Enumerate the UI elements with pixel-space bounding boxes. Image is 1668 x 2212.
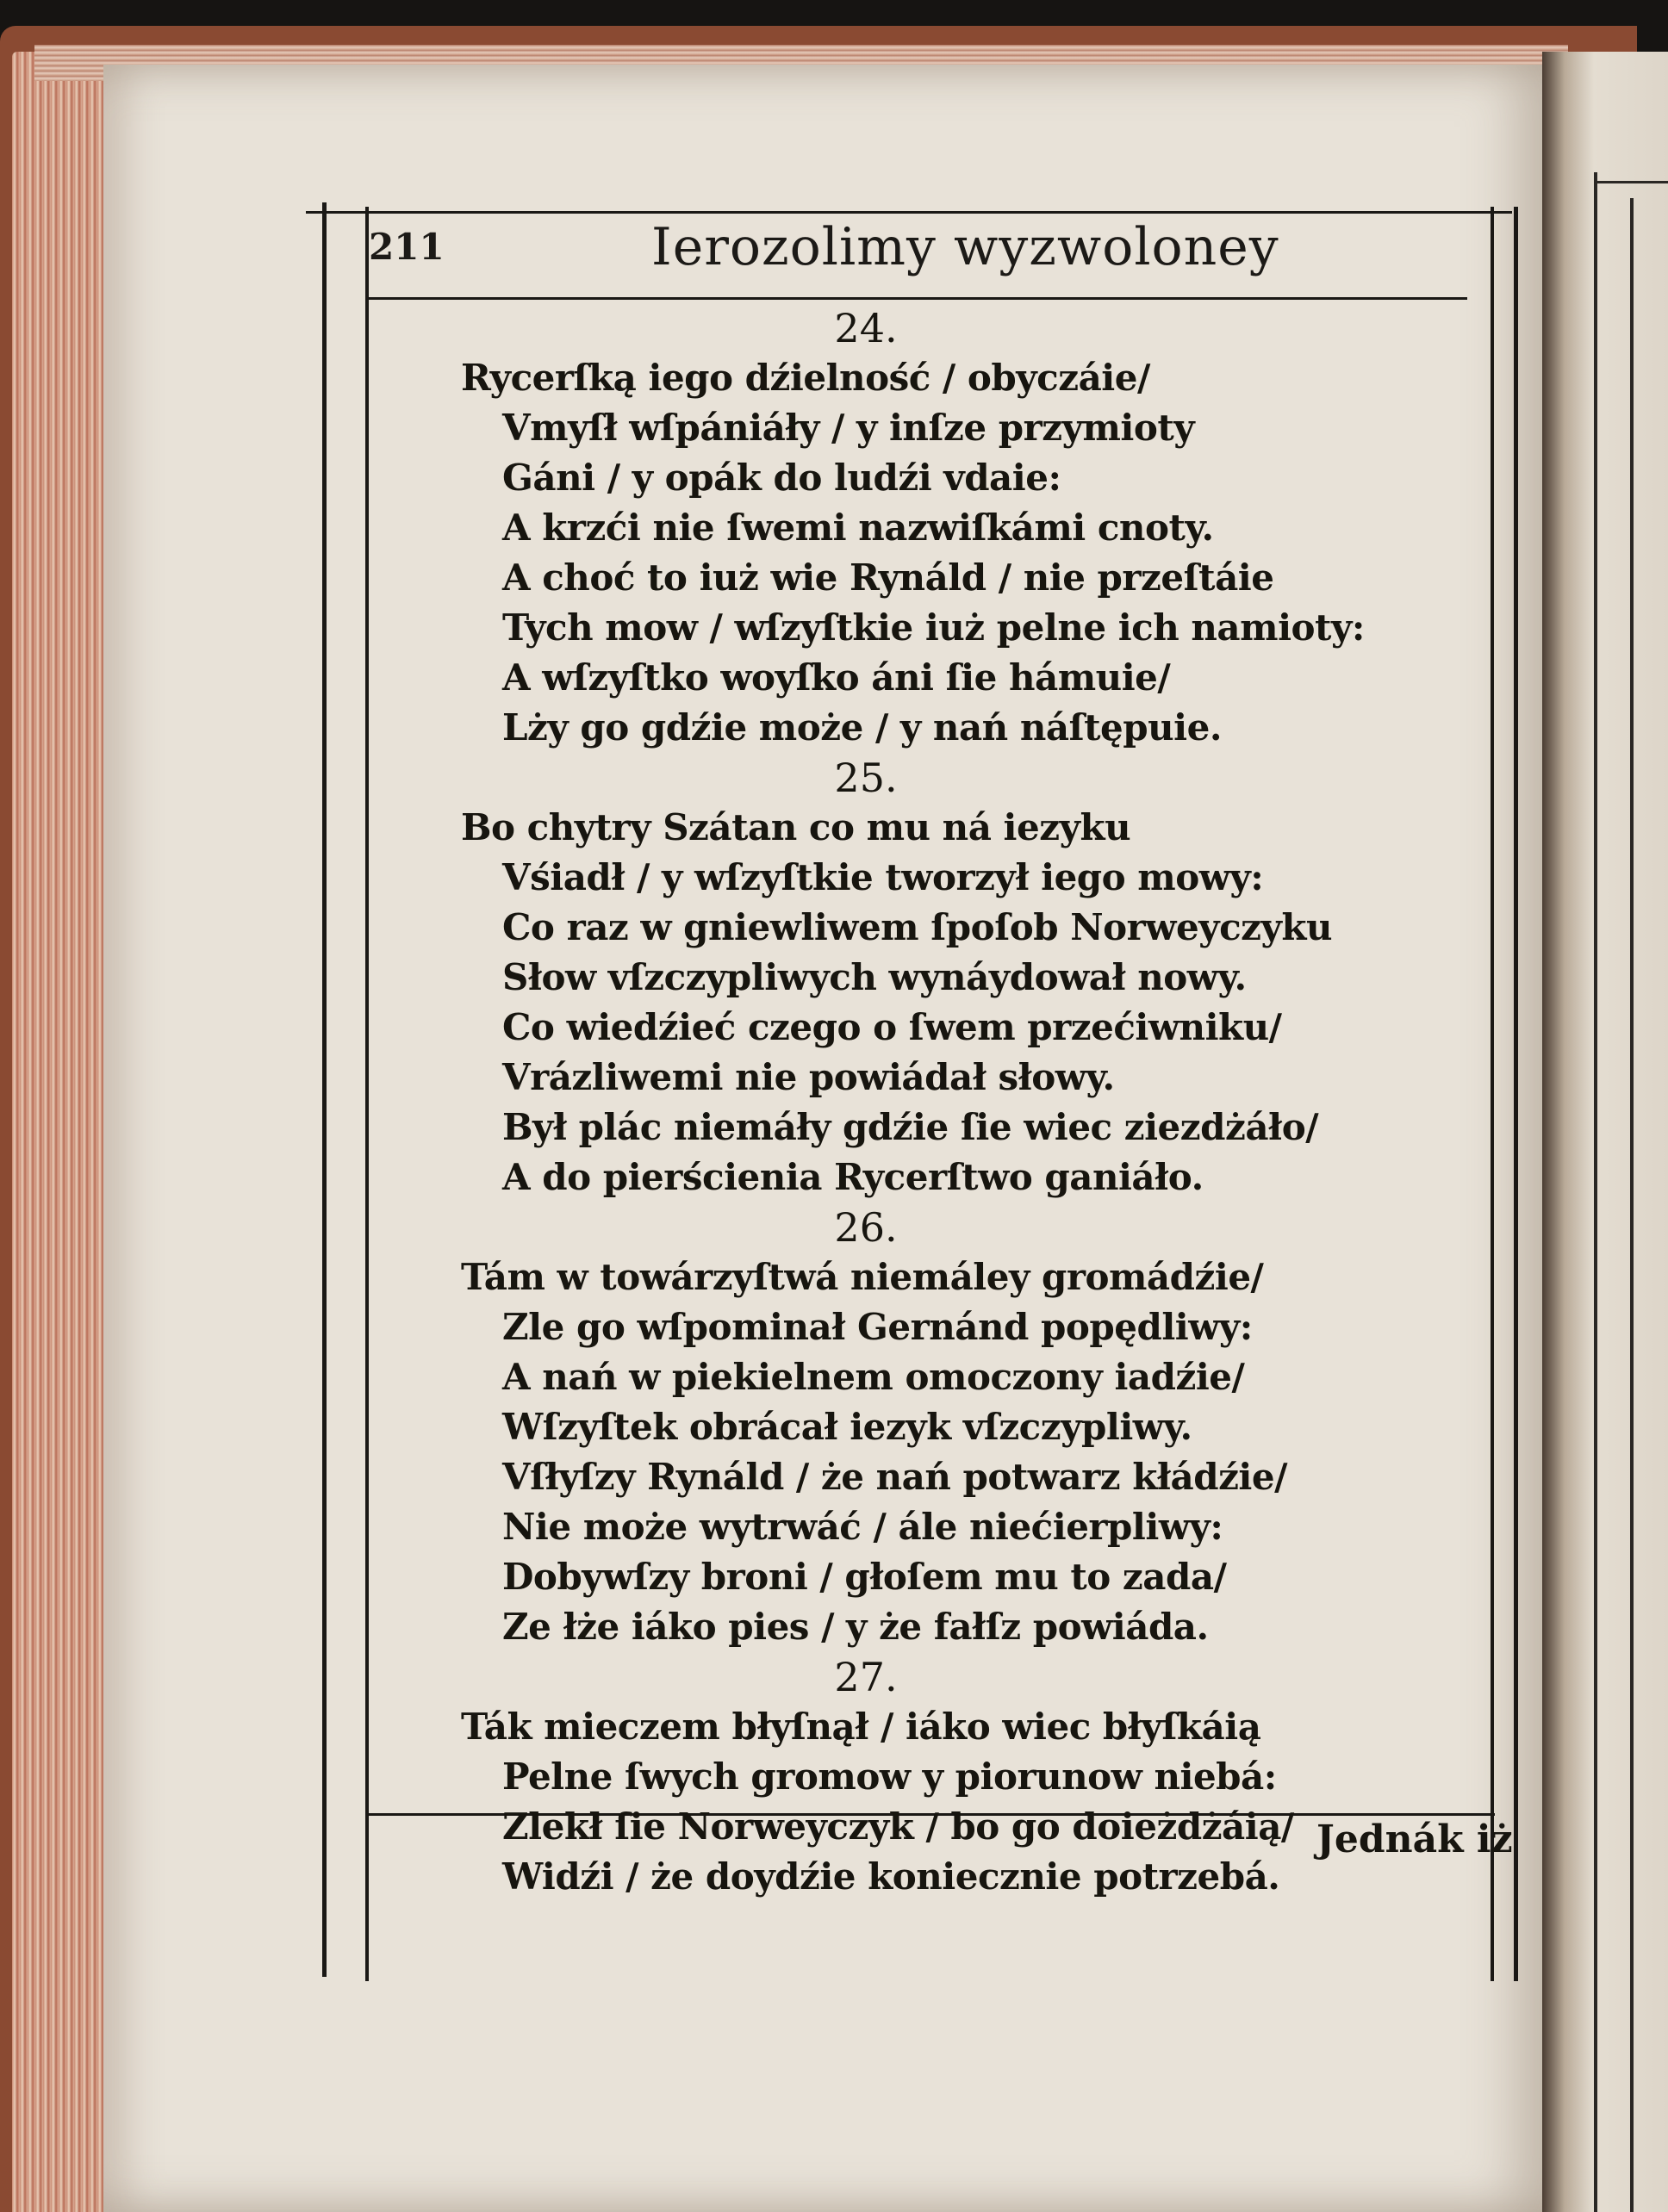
- verse-line: Wſzyſtek obrácał iezyk vſzczypliwy.: [502, 1406, 1192, 1448]
- verse-line: Zle go wſpominał Gernánd popędliwy:: [502, 1306, 1253, 1348]
- page-number: 211: [369, 226, 445, 268]
- verse-line: Bo chytry Szátan co mu ná iezyku: [461, 806, 1131, 848]
- frame-rule-right-inner: [1491, 207, 1494, 1981]
- verse-line: Pelne ſwych gromow y piorunow niebá:: [502, 1755, 1277, 1798]
- verse-line: A do pierścienia Rycerſtwo ganiáło.: [502, 1156, 1204, 1198]
- verse-line: A krzći nie ſwemi nazwiſkámi cnoty.: [502, 506, 1214, 549]
- verse-line: Widźi / że doydźie koniecznie potrzebá.: [502, 1855, 1280, 1898]
- verse-line: Vśiadł / y wſzyſtkie tworzył iego mowy:: [502, 856, 1264, 898]
- verse-line: Ze łże iáko pies / y że fałſz powiáda.: [502, 1606, 1209, 1648]
- stanza-number: 27.: [834, 1654, 898, 1700]
- frame-rule-left-inner: [365, 207, 369, 1981]
- verse-line: Co raz w gniewliwem ſpoſob Norweyczyku: [502, 906, 1333, 948]
- catchword: Jednák iż: [1316, 1817, 1513, 1861]
- verse-line: Słow vſzczypliwych wynáydował nowy.: [502, 956, 1247, 998]
- verse-line: Zlekł ſie Norweyczyk / bo go doieżdżáią/: [502, 1805, 1294, 1848]
- frame-rule-right-outer: [1514, 207, 1518, 1981]
- poem-text: [461, 303, 1365, 1902]
- right-page-frame-rule: [1630, 198, 1634, 2212]
- verse-line: Vſłyſzy Rynáld / że nań potwarz kłádźie/: [502, 1456, 1287, 1498]
- right-page-top-rule: [1594, 181, 1668, 183]
- verse-line: Tych mow / wſzyſtkie iuż pelne ich namioty:: [502, 606, 1365, 649]
- frame-rule-left-outer: [322, 202, 327, 1977]
- verse-line: Co wiedźieć czego o ſwem przećiwniku/: [502, 1006, 1282, 1048]
- running-title: Ierozolimy wyzwoloney: [651, 217, 1279, 277]
- frame-rule-top: [306, 211, 1512, 214]
- verse-line: A choć to iuż wie Rynáld / nie przeſtáie: [502, 556, 1274, 599]
- right-page: [1542, 52, 1668, 2212]
- verse-line: Lży go gdźie może / y nań náſtępuie.: [502, 706, 1222, 749]
- verse-line: Był plác niemáły gdźie ſie wiec ziezdżáło/: [502, 1106, 1319, 1148]
- verse-line: Rycerſką iego dźielność / obyczáie/: [461, 357, 1150, 399]
- verse-line: Ták mieczem błyſnął / iáko wiec błyſkáią: [461, 1706, 1261, 1748]
- verse-line: Gáni / y opák do ludźi vdaie:: [502, 457, 1061, 499]
- right-page-frame-rule: [1594, 172, 1597, 2212]
- verse-line: Vrázliwemi nie powiádał słowy.: [502, 1056, 1115, 1098]
- header-rule: [366, 297, 1467, 300]
- stanza-number: 26.: [834, 1204, 898, 1251]
- verse-line: A wſzyſtko woyſko áni ſie hámuie/: [502, 656, 1171, 699]
- verse-line: Vmyſł wſpániáły / y inſze przymioty: [502, 407, 1195, 449]
- stanza-number: 24.: [834, 305, 898, 351]
- verse-line: Nie może wytrwáć / ále niećierpliwy:: [502, 1506, 1223, 1548]
- stanza-number: 25.: [834, 755, 898, 801]
- verse-line: A nań w piekielnem omoczony iadźie/: [502, 1356, 1245, 1398]
- verse-line: Tám w towárzyſtwá niemáley gromádźie/: [461, 1256, 1264, 1298]
- verse-line: Dobywſzy broni / głoſem mu to zada/: [502, 1556, 1227, 1598]
